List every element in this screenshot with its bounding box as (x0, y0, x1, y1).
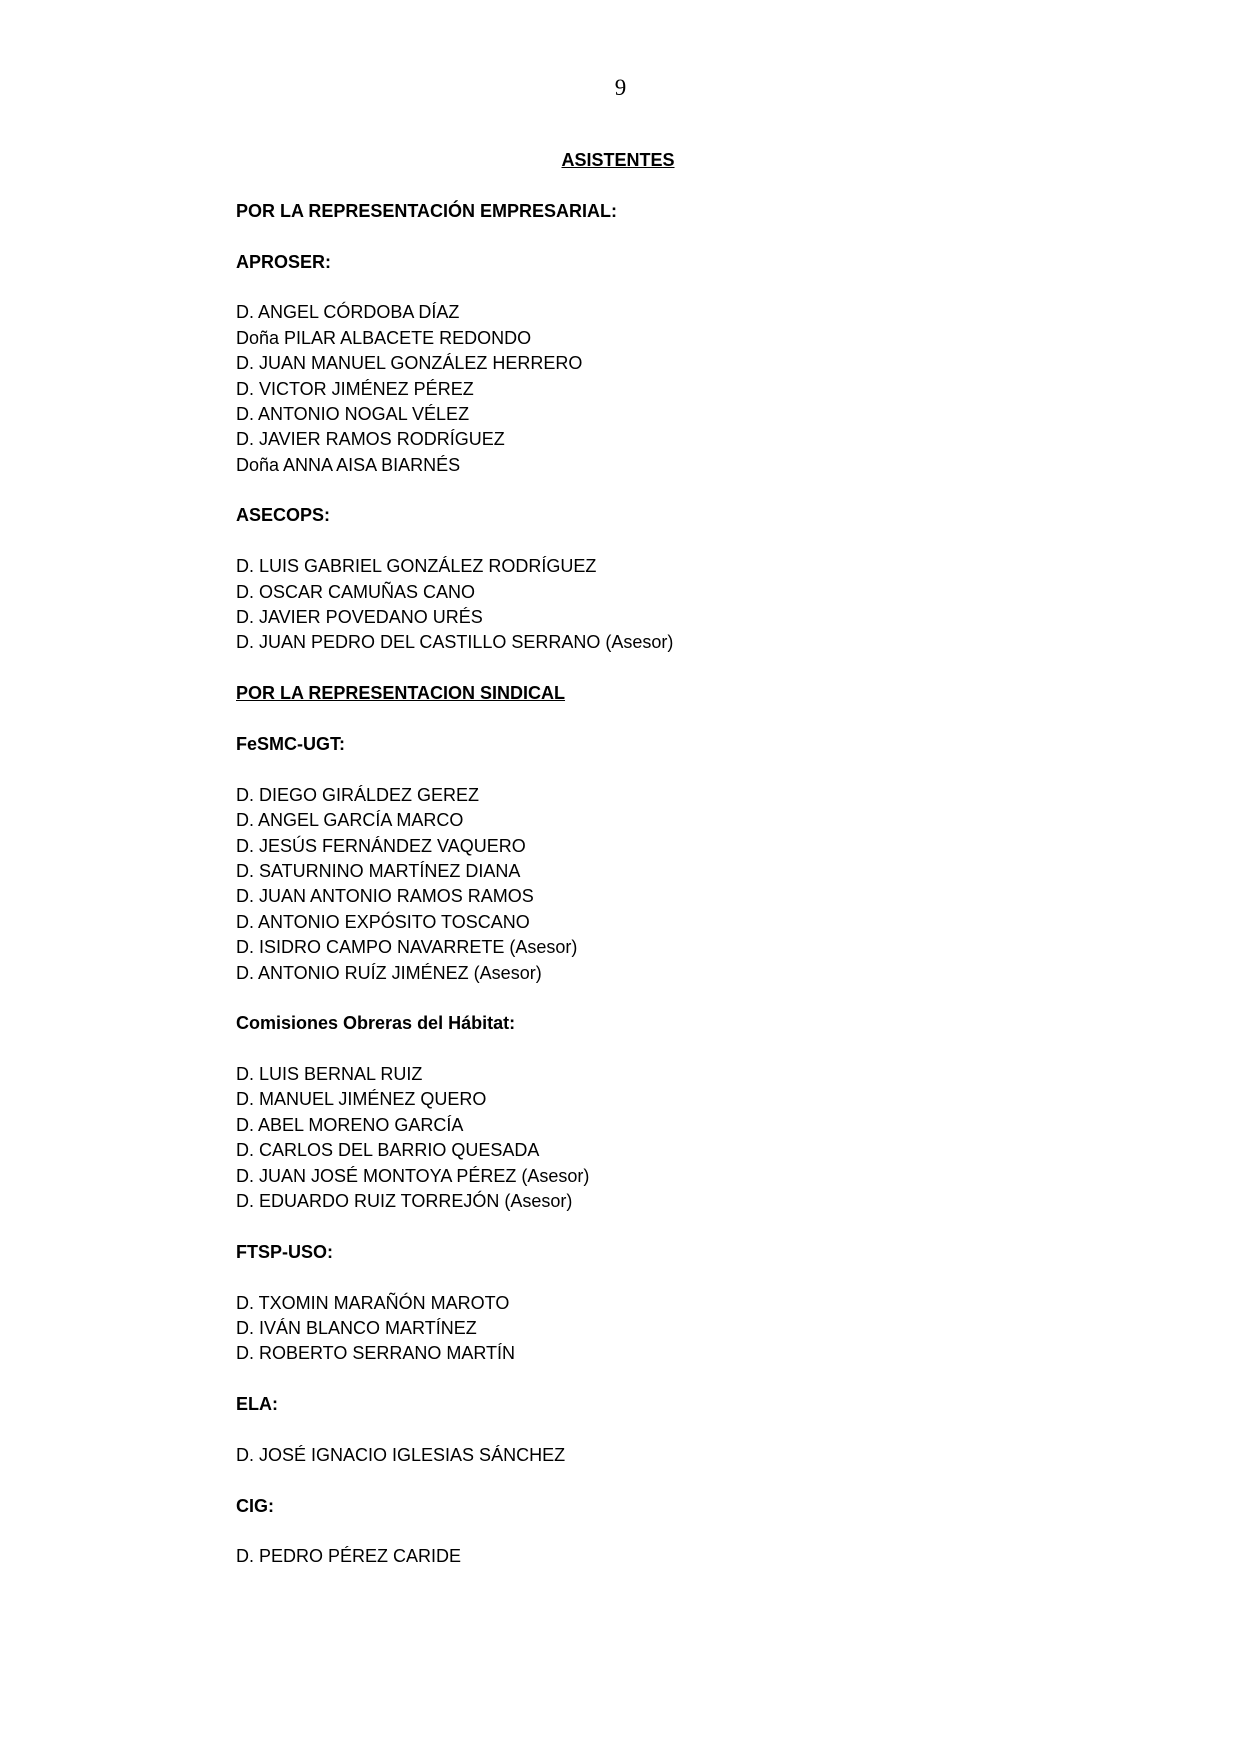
attendee-name: D. OSCAR CAMUÑAS CANO (236, 581, 476, 602)
spacer (236, 224, 1136, 249)
attendee-name: D. ISIDRO CAMPO NAVARRETE (Asesor) (236, 937, 578, 958)
section-heading-empresarial: POR LA REPRESENTACIÓN EMPRESARIAL: (236, 200, 618, 221)
attendee-name: Doña PILAR ALBACETE REDONDO (236, 327, 532, 348)
spacer (236, 1468, 1136, 1493)
attendee-name: D. ANGEL CÓRDOBA DÍAZ (236, 302, 460, 323)
attendee-name: D. ANTONIO EXPÓSITO TOSCANO (236, 911, 530, 932)
attendee-name: D. LUIS BERNAL RUIZ (236, 1064, 423, 1085)
attendee-name: D. ANTONIO RUÍZ JIMÉNEZ (Asesor) (236, 962, 542, 983)
spacer (236, 1214, 1136, 1239)
group-heading-cig: CIG: (236, 1495, 274, 1516)
spacer (236, 173, 1136, 198)
attendee-name: D. JUAN PEDRO DEL CASTILLO SERRANO (Asesor) (236, 632, 674, 653)
group-heading-fesmc-ugt: FeSMC-UGT: (236, 733, 345, 754)
document-title: ASISTENTES (561, 150, 675, 170)
attendee-name: D. JUAN JOSÉ MONTOYA PÉREZ (Asesor) (236, 1165, 590, 1186)
spacer (236, 757, 1136, 782)
spacer (236, 707, 1136, 732)
attendee-name: D. JAVIER POVEDANO URÉS (236, 607, 483, 628)
attendee-name: D. JOSÉ IGNACIO IGLESIAS SÁNCHEZ (236, 1444, 566, 1465)
attendee-name: D. LUIS GABRIEL GONZÁLEZ RODRÍGUEZ (236, 556, 597, 577)
spacer (236, 1367, 1136, 1392)
attendee-name: Doña ANNA AISA BIARNÉS (236, 454, 461, 475)
spacer (236, 1519, 1136, 1544)
group-heading-asecops: ASECOPS: (236, 505, 331, 526)
spacer (236, 275, 1136, 300)
attendee-name: D. JUAN MANUEL GONZÁLEZ HERRERO (236, 353, 583, 374)
attendee-name: D. ROBERTO SERRANO MARTÍN (236, 1343, 516, 1364)
attendee-name: D. IVÁN BLANCO MARTÍNEZ (236, 1317, 477, 1338)
attendee-name: D. VICTOR JIMÉNEZ PÉREZ (236, 378, 474, 399)
group-heading-aproser: APROSER: (236, 251, 332, 272)
group-heading-ftsp-uso: FTSP-USO: (236, 1241, 333, 1262)
attendee-name: D. MANUEL JIMÉNEZ QUERO (236, 1089, 487, 1110)
attendees-document (236, 148, 1136, 1570)
spacer (236, 478, 1136, 503)
spacer (236, 1037, 1136, 1062)
attendee-name: D. TXOMIN MARAÑÓN MAROTO (236, 1292, 510, 1313)
section-heading-sindical: POR LA REPRESENTACION SINDICAL (236, 683, 566, 704)
attendee-name: D. JESÚS FERNÁNDEZ VAQUERO (236, 835, 526, 856)
attendee-name: D. ANTONIO NOGAL VÉLEZ (236, 403, 470, 424)
group-heading-ela: ELA: (236, 1394, 278, 1415)
attendee-name: D. JUAN ANTONIO RAMOS RAMOS (236, 886, 534, 907)
attendee-name: D. CARLOS DEL BARRIO QUESADA (236, 1140, 540, 1161)
spacer (236, 529, 1136, 554)
attendee-name: D. SATURNINO MARTÍNEZ DIANA (236, 860, 521, 881)
group-heading-ccoo-habitat: Comisiones Obreras del Hábitat: (236, 1013, 516, 1034)
spacer (236, 656, 1136, 681)
page-number: 9 (614, 75, 627, 100)
spacer (236, 986, 1136, 1011)
attendee-name: D. ABEL MORENO GARCÍA (236, 1114, 464, 1135)
attendee-name: D. JAVIER RAMOS RODRÍGUEZ (236, 429, 505, 450)
attendee-name: D. DIEGO GIRÁLDEZ GEREZ (236, 784, 480, 805)
attendee-name: D. ANGEL GARCÍA MARCO (236, 810, 464, 831)
spacer (236, 1265, 1136, 1290)
spacer (236, 1418, 1136, 1443)
attendee-name: D. EDUARDO RUIZ TORREJÓN (Asesor) (236, 1191, 573, 1212)
attendee-name: D. PEDRO PÉREZ CARIDE (236, 1546, 462, 1567)
